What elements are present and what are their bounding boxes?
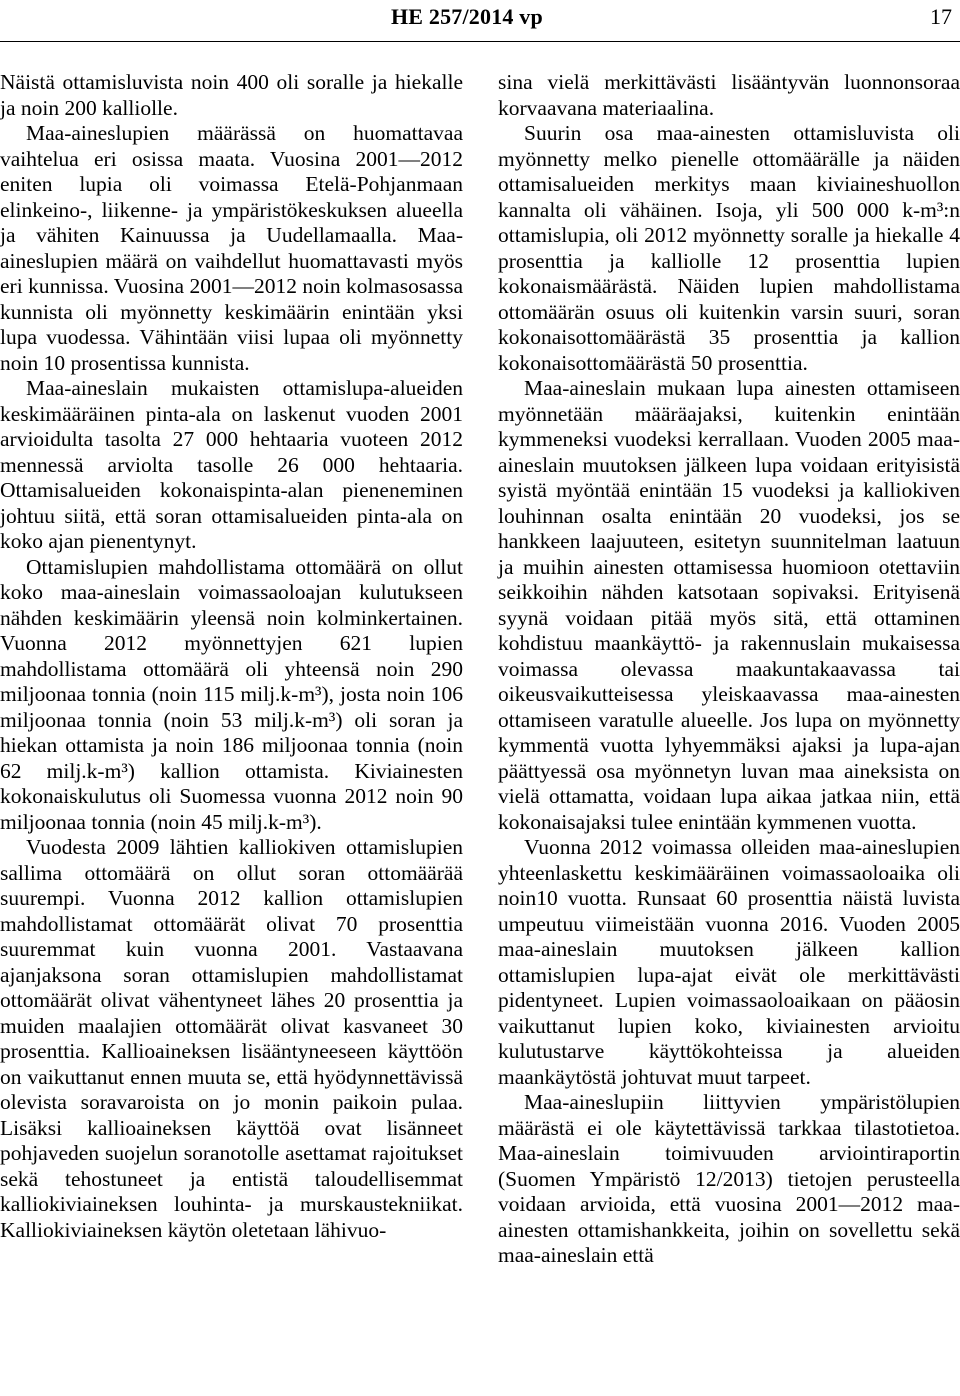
left-column (0, 70, 463, 1243)
paragraph: Maa-aineslupien määrässä on huomattavaa vaihtelua eri osissa maata. Vuosina 2001—2012 eniten lupia oli voimassa Etelä-Pohjanmaan elinkeino-, liikenne- ja ympäristökeskuksen alueella ja vähiten Kainuussa ja Uudellamaalla. Maa-aineslupien määrä on vaihdellut huomattavasti myös eri kunnissa. Vuosina 2001—2012 noin kolmasosassa kunnista oli myönnetty keskimäärin enintään yksi lupa vuodessa. Vähintään viisi lupaa oli myönnetty noin 10 prosentissa kunnista. (0, 121, 463, 375)
page-header (0, 0, 960, 48)
right-column (498, 70, 960, 1269)
paragraph: Vuodesta 2009 lähtien kalliokiven ottamislupien sallima ottomäärä on ollut soran ottomäärää suurempi. Vuonna 2012 kallion ottamislupien mahdollistamat ottomäärät olivat 70 prosenttia suuremmat kuin vuonna 2001. Vastaavana ajanjaksona soran ottamislupien mahdollistamat ottomäärät olivat vähentyneet lähes 20 prosenttia ja muiden maalajien ottomäärät olivat kasvaneet 30 prosenttia. Kallioaineksen lisääntyneeseen käyttöön on vaikuttanut ennen muuta se, että hyödynnettävissä olevista soravaroista on jo monin paikoin pulaa. Lisäksi kallioaineksen käyttöä ovat lisänneet pohjaveden suojelun soranotolle asettamat rajoitukset sekä tehostuneet ja entistä taloudellisemmat kalliokiviaineksen louhinta- ja murskaustekniikat. Kalliokiviaineksen käytön oletetaan lähivuo- (0, 835, 463, 1242)
paragraph: Vuonna 2012 voimassa olleiden maa-aineslupien yhteenlaskettu keskimääräinen voimassaoloaika oli noin10 vuotta. Runsaat 60 prosenttia näistä luvista umpeutuu viimeistään vuonna 2016. Vuoden 2005 maa-aineslain muutoksen jälkeen kallion ottamislupien lupa-ajat eivät ole merkittävästi pidentyneet. Lupien voimassaoloaikaan on pääosin vaikuttanut lupien koko, kiviainesten arvioitu kulutustarve käyttökohteissa ja alueiden maankäytöstä johtuvat muut tarpeet. (498, 835, 960, 1089)
paragraph: Ottamislupien mahdollistama ottomäärä on ollut koko maa-aineslain voimassaoloajan kulutukseen nähden keskimäärin yleensä noin kolminkertainen. Vuonna 2012 myönnettyjen 621 lupien mahdollistama ottomäärä oli yhteensä noin 290 miljoonaa tonnia (noin 115 milj.k-m³), josta noin 106 miljoonaa tonnia (noin 53 milj.k-m³) oli soran ja hiekan ottamista ja noin 186 miljoonaa tonnia (noin 62 milj.k-m³) kallion ottamista. Kiviainesten kokonaiskulutus oli Suomessa vuonna 2012 noin 90 miljoonaa tonnia (noin 45 milj.k-m³). (0, 554, 463, 834)
paragraph: Maa-aineslain mukaisten ottamislupa-alueiden keskimääräinen pinta-ala on laskenut vuoden 2001 arvioidulta tasolta 27 000 hehtaaria vuoteen 2012 mennessä arviolta tasolle 26 000 hehtaaria. Ottamisalueiden kokonaispinta-alan pieneneminen johtuu siitä, että soran ottamisalueiden pinta-ala on koko ajan pienentynyt. (0, 376, 463, 553)
page-number: 17 (930, 4, 952, 29)
paragraph: Näistä ottamisluvista noin 400 oli soralle ja hiekalle ja noin 200 kalliolle. (0, 70, 463, 120)
header-rule (0, 41, 960, 42)
document-id: HE 257/2014 vp (391, 4, 543, 29)
paragraph: Suurin osa maa-ainesten ottamisluvista oli myönnetty melko pienelle ottomäärälle ja näiden ottamisalueiden merkitys maan kiviaineshuollon kannalta oli vähäinen. Isoja, yli 500 000 k-m³:n ottamislupia, oli 2012 myönnetty soralle ja hiekalle 4 prosenttia ja kalliolle 12 prosenttia lupien kokonaismäärästä. Näiden lupien mahdollistama ottomäärän osuus oli kuitenkin varsin suuri, soran kokonaisottomäärästä 35 prosenttia ja kallion kokonaisottomäärästä 50 prosenttia. (498, 121, 960, 375)
paragraph: Maa-aineslupiin liittyvien ympäristölupien määrästä ei ole käytettävissä tarkkaa tilastotietoa. Maa-aineslain toimivuuden arviointiraportin (Suomen Ympäristö 12/2013) tietojen perusteella voidaan arvioida, että vuosina 2001—2012 maa-ainesten ottamishankkeita, joihin on sovellettu sekä maa-aineslain että (498, 1090, 960, 1267)
paragraph: Maa-aineslain mukaan lupa ainesten ottamiseen myönnetään määräajaksi, kuitenkin enintään kymmeneksi vuodeksi kerrallaan. Vuoden 2005 maa-aineslain muutoksen jälkeen lupa voidaan erityisistä syistä myöntää enintään 15 vuodeksi ja kalliokiven louhinnan osalta enintään 20 vuodeksi, jos se hankkeen laajuuteen, esitetyn suunnitelman laatuun ja muihin ainesten ottamisessa huomioon otettaviin seikkoihin nähden katsotaan sopivaksi. Erityisenä syynä voidaan pitää myös sitä, että ottaminen kohdistuu maankäyttö- ja rakennuslain mukaisessa voimassa olevassa maakuntakaavassa tai oikeusvaikutteisessa yleiskaavassa maa-ainesten ottamiseen varatulle alueelle. Jos lupa on myönnetty kymmentä vuotta lyhyemmäksi ajaksi ja lupa-ajan päättyessä osa myönnetyn luvan maa aineksista on vielä ottamatta, voidaan lupa aikaa jatkaa niin, että kokonaisajaksi tulee enintään kymmenen vuotta. (498, 376, 960, 834)
paragraph: sina vielä merkittävästi lisääntyvän luonnonsoraa korvaavana materiaalina. (498, 70, 960, 120)
